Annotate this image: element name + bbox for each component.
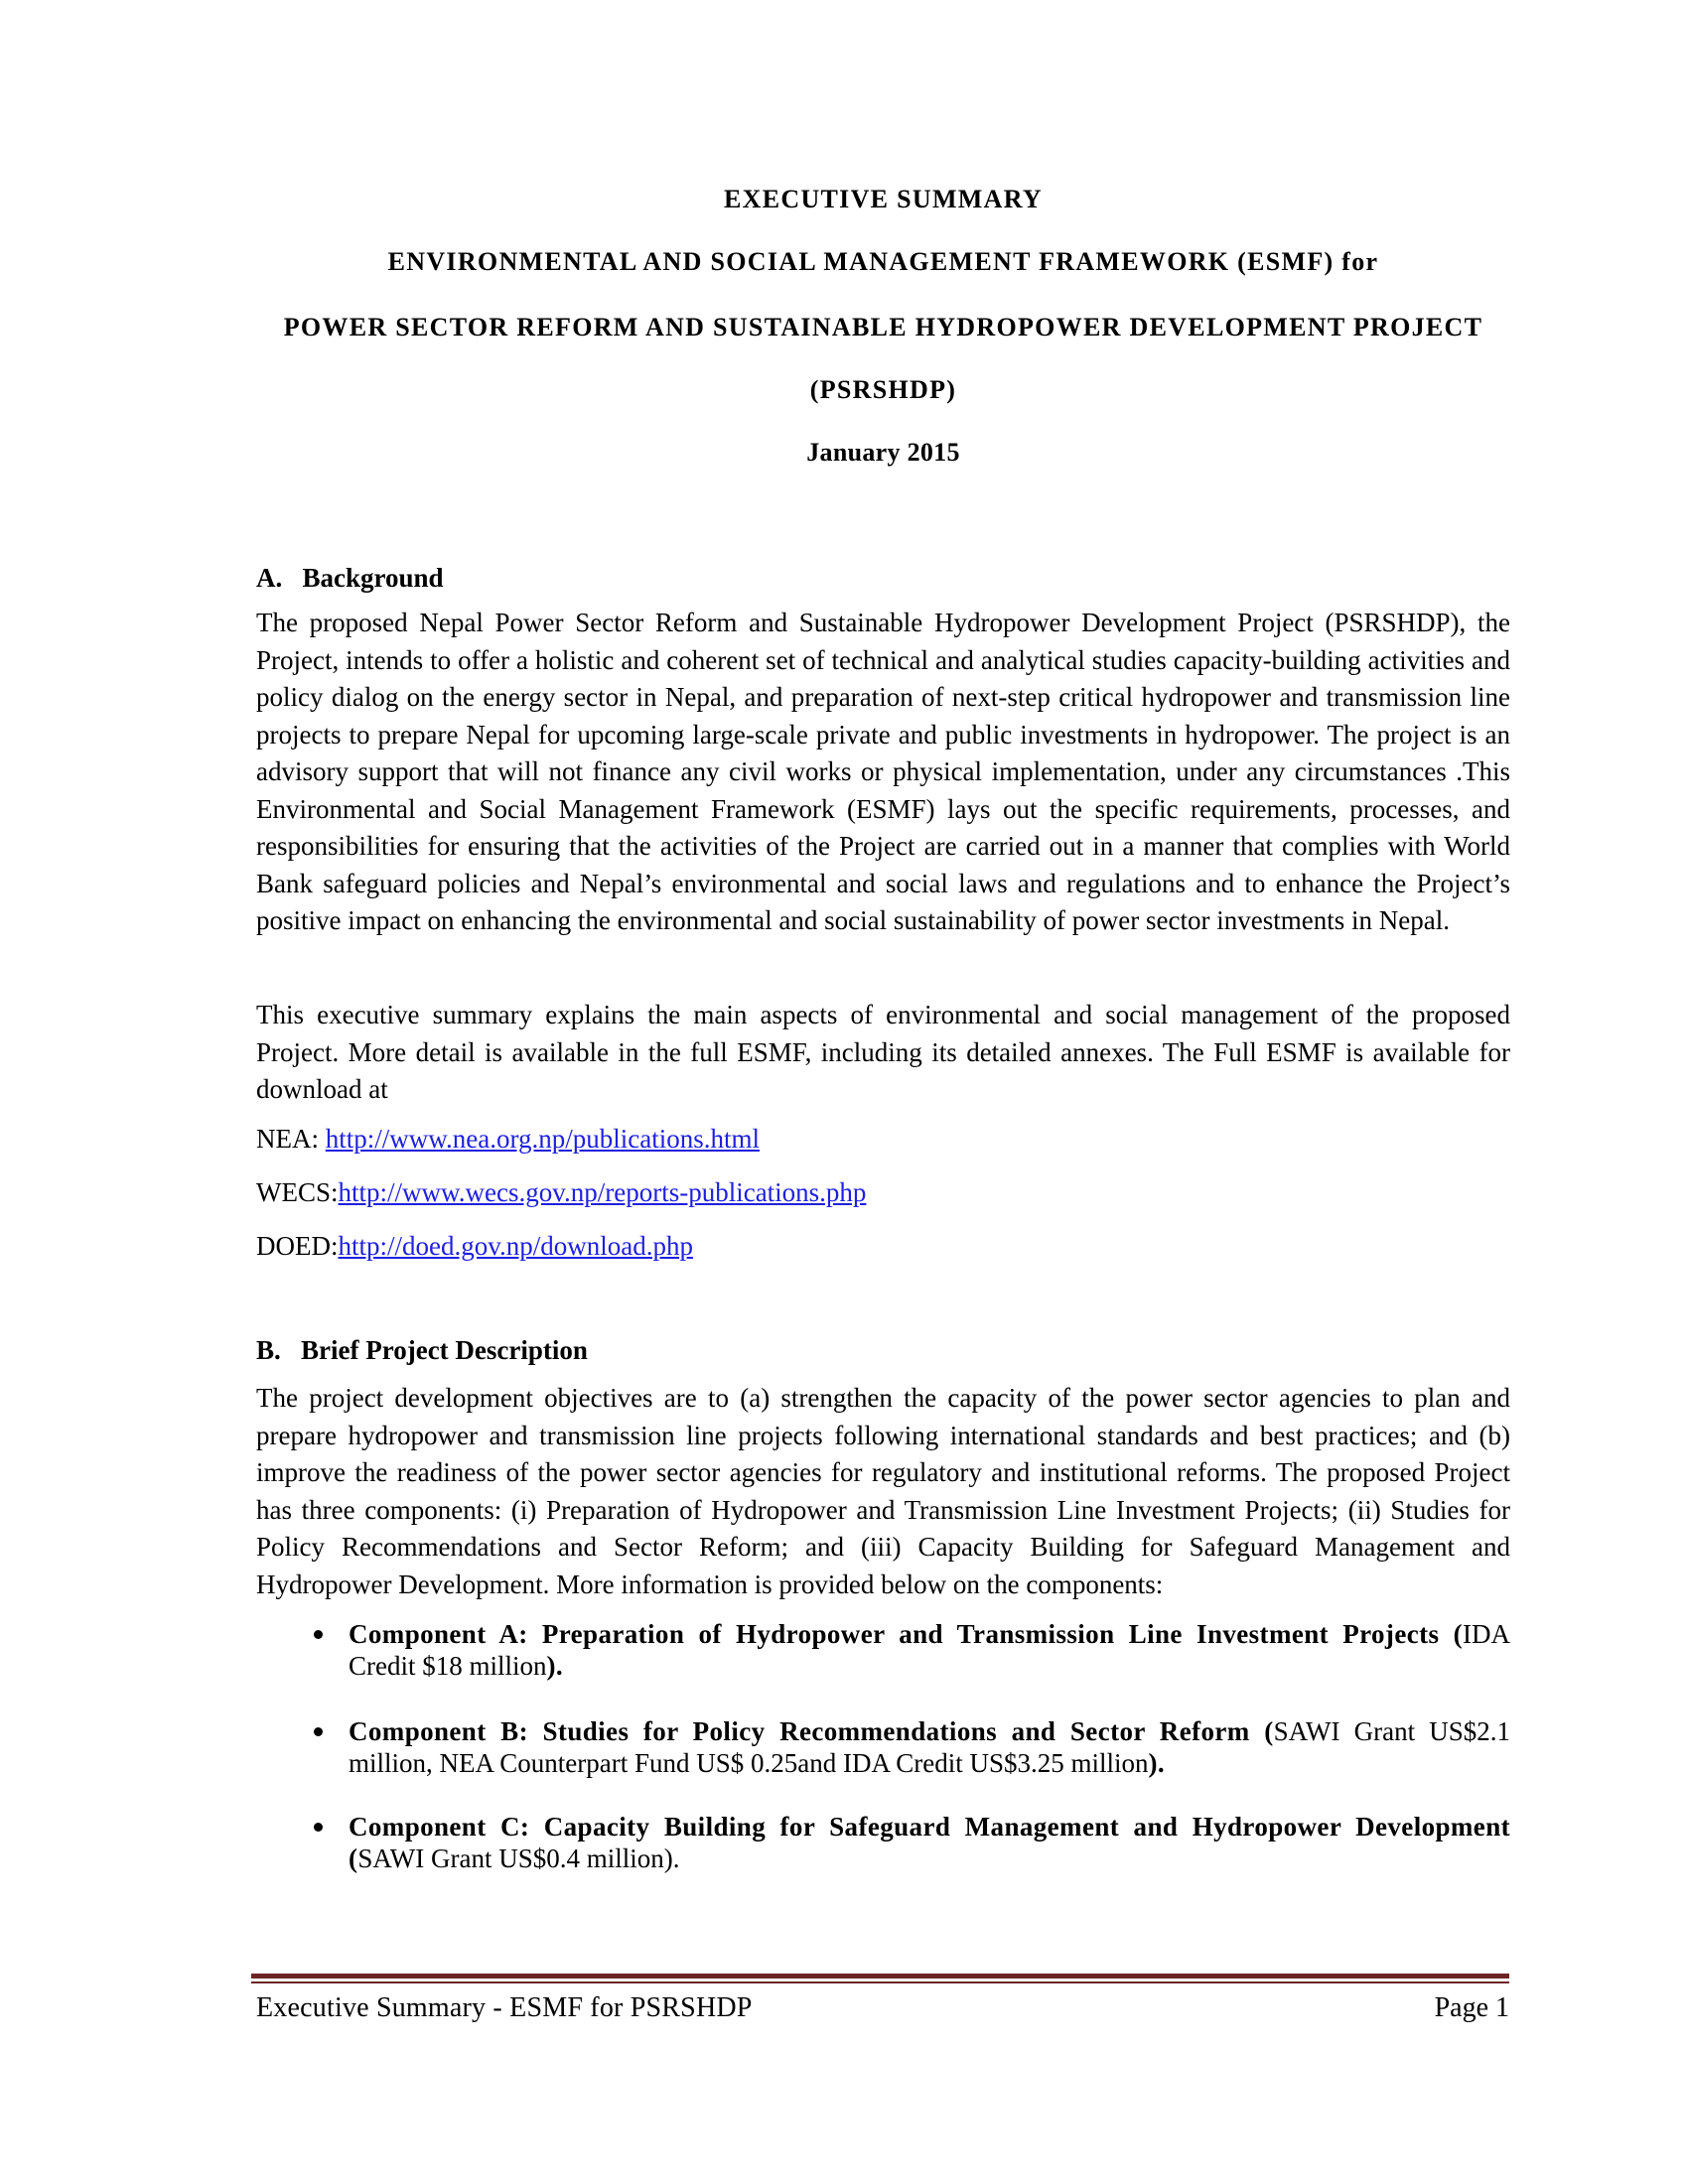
- download-link-row-wecs: [256, 1177, 866, 1208]
- link-label-doed: DOED:: [256, 1231, 339, 1261]
- footer-divider-thin: [251, 1981, 1509, 1983]
- bullet-icon: [314, 1823, 323, 1832]
- section-heading-project-description: B. Brief Project Description: [256, 1335, 588, 1365]
- component-a-text: Component A: Preparation of Hydropower and Transmission Line Investment Projects (IDA Credit $18 million).: [349, 1619, 1510, 1681]
- link-label-nea: NEA:: [256, 1124, 326, 1154]
- background-paragraph-1: The proposed Nepal Power Sector Reform and Sustainable Hydropower Development Project (PSRSHDP), the Project, intends to offer a holistic and coherent set of technical and analytical studies capacity-building activities and policy dialog on the energy sector in Nepal, and preparation of next-step critical hydropower and transmission line projects to prepare Nepal for upcoming large-scale private and public investments in hydropower. The project is an advisory support that will not finance any civil works or physical implementation, under any circumstances .This Environmental and Social Management Framework (ESMF) lays out the specific requirements, processes, and responsibilities for ensuring that the activities of the Project are carried out in a manner that complies with World Bank safeguard policies and Nepal’s environmental and social laws and regulations and to enhance the Project’s positive impact on enhancing the environmental and social sustainability of power sector investments in Nepal.: [256, 608, 1510, 935]
- bullet-icon: [314, 1727, 323, 1736]
- title-project-name: POWER SECTOR REFORM AND SUSTAINABLE HYDROPOWER DEVELOPMENT PROJECT: [283, 313, 1483, 341]
- title-executive-summary: EXECUTIVE SUMMARY: [724, 185, 1043, 213]
- download-link-row-doed: [256, 1231, 693, 1262]
- title-acronym: (PSRSHDP): [809, 375, 957, 404]
- link-label-wecs: WECS:: [256, 1177, 339, 1207]
- link-doed-download[interactable]: http://doed.gov.np/download.php: [338, 1231, 693, 1261]
- link-nea-publications[interactable]: http://www.nea.org.np/publications.html: [325, 1124, 760, 1154]
- bullet-icon: [314, 1630, 323, 1639]
- page-number: Page 1: [1434, 1992, 1509, 2023]
- component-b-text: Component B: Studies for Policy Recommendations and Sector Reform (SAWI Grant US$2.1 million, NEA Counterpart Fund US$ 0.25and IDA Credit US$3.25 million).: [349, 1716, 1510, 1778]
- document-date: January 2015: [806, 438, 960, 467]
- footer-document-title: Executive Summary - ESMF for PSRSHDP: [256, 1992, 753, 2023]
- project-description-paragraph: The project development objectives are to (a) strengthen the capacity of the power sector agencies to plan and prepare hydropower and transmission line projects following international standards and best practices; and (b) improve the readiness of the power sector agencies for regulatory and institutional reforms. The proposed Project has three components: (i) Preparation of Hydropower and Transmission Line Investment Projects; (ii) Studies for Policy Recommendations and Sector Reform; and (iii) Capacity Building for Safeguard Management and Hydropower Development. More information is provided below on the components:: [256, 1383, 1510, 1599]
- title-esmf: ENVIRONMENTAL AND SOCIAL MANAGEMENT FRAMEWORK (ESMF) for: [387, 247, 1379, 276]
- background-paragraph-2: This executive summary explains the main aspects of environmental and social management of the proposed Project. More detail is available in the full ESMF, including its detailed annexes. The Full ESMF is available for download at: [256, 1000, 1510, 1104]
- link-wecs-publications[interactable]: http://www.wecs.gov.np/reports-publications.php: [338, 1177, 867, 1207]
- section-heading-background: A. Background: [256, 563, 444, 593]
- download-link-row-nea: [256, 1124, 760, 1155]
- footer-divider: [251, 1974, 1509, 1979]
- component-c-text: Component C: Capacity Building for Safeguard Management and Hydropower Development (SAWI Grant US$0.4 million).: [349, 1812, 1510, 1873]
